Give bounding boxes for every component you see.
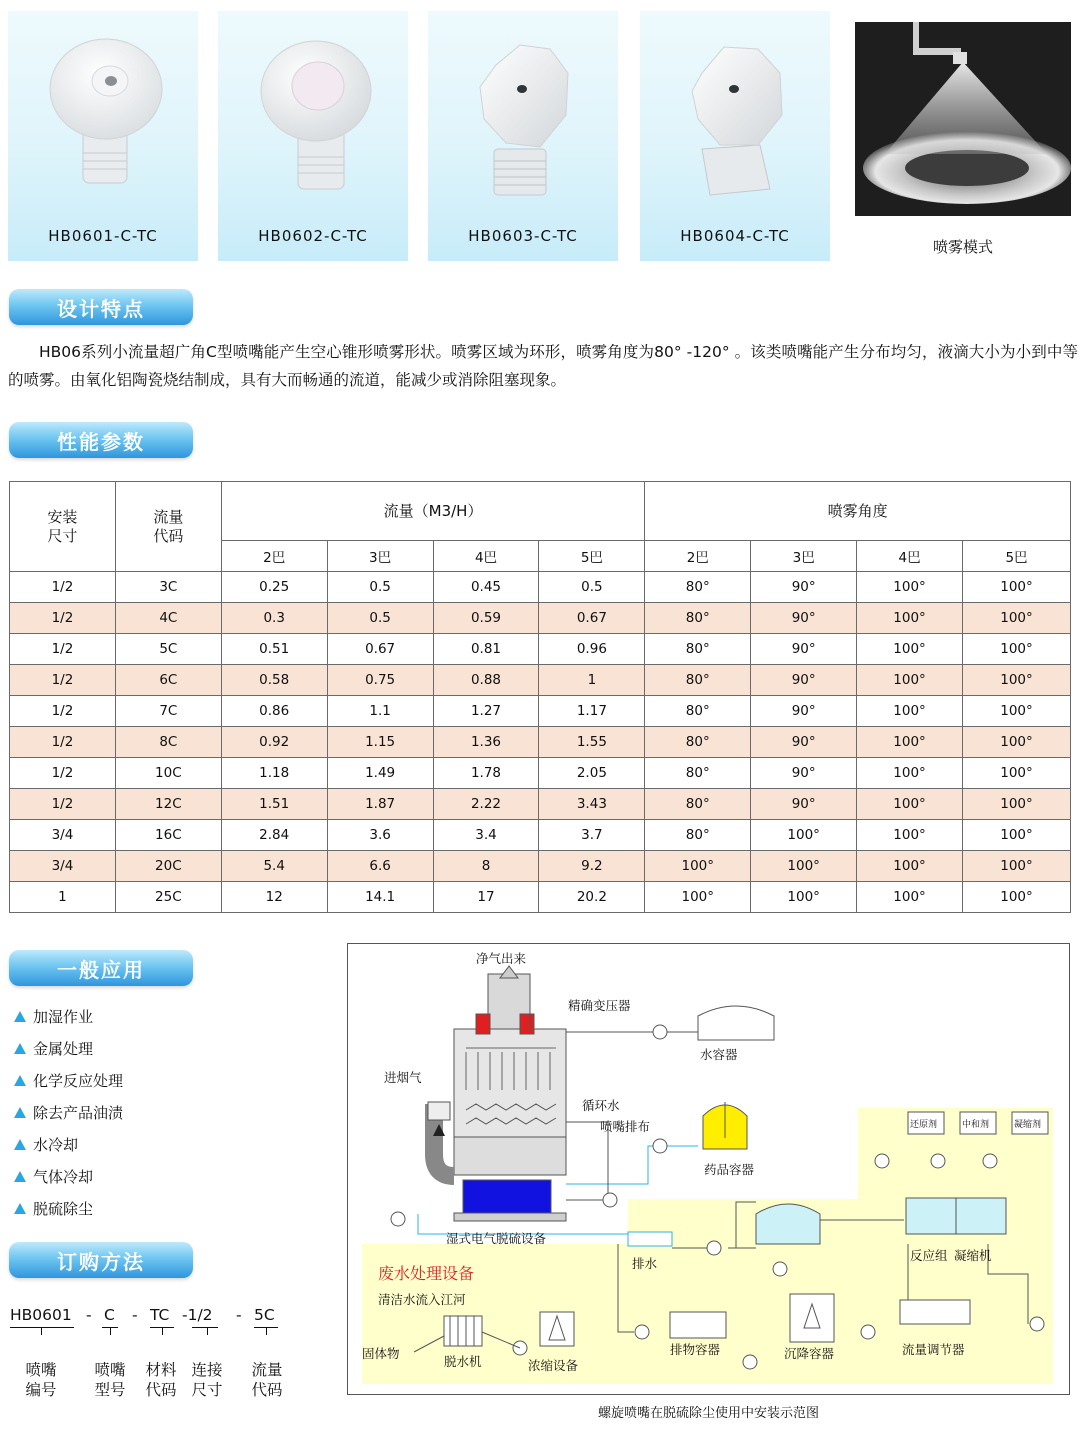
triangle-bullet-icon xyxy=(14,1139,26,1150)
size-cell: 3/4 xyxy=(10,820,116,851)
angle-cell: 100° xyxy=(857,727,963,758)
angle-cell: 80° xyxy=(645,572,751,603)
header-pressure: 3巴 xyxy=(327,541,433,572)
angle-cell: 100° xyxy=(963,882,1071,913)
spray-cone-icon xyxy=(855,22,1071,216)
angle-cell: 100° xyxy=(963,820,1071,851)
diagram-label-reaction: 反应组 xyxy=(910,1248,948,1263)
angle-cell: 90° xyxy=(751,758,857,789)
diagram-label-dewater: 脱水机 xyxy=(444,1354,482,1369)
table-row xyxy=(10,851,1071,882)
flow-cell: 0.51 xyxy=(221,634,327,665)
flow-code-cell: 16C xyxy=(115,820,221,851)
flow-cell: 20.2 xyxy=(539,882,645,913)
diagram-label-solids: 固体物 xyxy=(362,1346,400,1361)
triangle-bullet-icon xyxy=(14,1075,26,1086)
diagram-label-nozzle-array: 喷嘴排布 xyxy=(600,1119,651,1134)
product-code: HB0602-C-TC xyxy=(258,227,368,245)
table-row xyxy=(10,789,1071,820)
angle-cell: 100° xyxy=(645,851,751,882)
size-cell: 1/2 xyxy=(10,634,116,665)
order-desc-nozzle-number: 喷嘴 编号 xyxy=(25,1361,57,1399)
angle-cell: 100° xyxy=(857,634,963,665)
header-pressure: 4巴 xyxy=(857,541,963,572)
installation-diagram xyxy=(347,943,1070,1395)
order-underline xyxy=(192,1327,218,1328)
product-code: HB0604-C-TC xyxy=(680,227,790,245)
size-cell: 1/2 xyxy=(10,572,116,603)
flow-cell: 1.15 xyxy=(327,727,433,758)
flow-cell: 0.5 xyxy=(327,603,433,634)
angle-cell: 80° xyxy=(645,820,751,851)
order-part-flow: 5C xyxy=(254,1306,275,1324)
size-cell: 3/4 xyxy=(10,851,116,882)
size-cell: 1/2 xyxy=(10,758,116,789)
product-code: HB0601-C-TC xyxy=(48,227,158,245)
product-card-hb0602 xyxy=(218,11,408,261)
angle-cell: 100° xyxy=(963,696,1071,727)
flow-cell: 5.4 xyxy=(221,851,327,882)
size-cell: 1/2 xyxy=(10,696,116,727)
application-label: 化学反应处理 xyxy=(33,1071,124,1090)
flow-cell: 3.6 xyxy=(327,820,433,851)
header-pressure: 4巴 xyxy=(433,541,539,572)
flow-cell: 1.36 xyxy=(433,727,539,758)
angle-cell: 100° xyxy=(963,665,1071,696)
table-row xyxy=(10,634,1071,665)
flow-cell: 1.49 xyxy=(327,758,433,789)
table-row xyxy=(10,665,1071,696)
angle-cell: 100° xyxy=(963,789,1071,820)
angle-cell: 100° xyxy=(857,572,963,603)
order-desc-material: 材料 代码 xyxy=(145,1361,177,1399)
flow-code-cell: 6C xyxy=(115,665,221,696)
angle-cell: 100° xyxy=(857,758,963,789)
performance-table xyxy=(9,481,1071,913)
order-part-material: TC xyxy=(150,1306,170,1324)
flow-cell: 0.5 xyxy=(539,572,645,603)
angle-cell: 100° xyxy=(857,851,963,882)
triangle-bullet-icon xyxy=(14,1107,26,1118)
diagram-label-transformer: 精确变压器 xyxy=(568,998,631,1013)
triangle-bullet-icon xyxy=(14,1043,26,1054)
flow-cell: 6.6 xyxy=(327,851,433,882)
size-cell: 1 xyxy=(10,882,116,913)
flow-code-cell: 7C xyxy=(115,696,221,727)
angle-cell: 90° xyxy=(751,727,857,758)
angle-cell: 90° xyxy=(751,603,857,634)
order-part-nozzle-number: HB0601 xyxy=(10,1306,72,1324)
application-label: 除去产品油渍 xyxy=(33,1103,124,1122)
angle-cell: 100° xyxy=(963,851,1071,882)
diagram-label-wet-esp: 湿式电气脱硫设备 xyxy=(446,1231,547,1246)
diagram-label-flow-reg: 流量调节器 xyxy=(902,1342,965,1357)
flow-cell: 2.84 xyxy=(221,820,327,851)
order-desc-flow: 流量 代码 xyxy=(251,1361,283,1399)
flow-cell: 14.1 xyxy=(327,882,433,913)
angle-cell: 100° xyxy=(857,789,963,820)
flow-cell: 0.75 xyxy=(327,665,433,696)
diagram-label-settling: 沉降容器 xyxy=(784,1346,835,1361)
angle-cell: 100° xyxy=(857,882,963,913)
flow-code-cell: 4C xyxy=(115,603,221,634)
header-flow-group: 流量（M3/H） xyxy=(221,482,645,541)
order-tick xyxy=(41,1327,42,1335)
flow-cell: 0.67 xyxy=(539,603,645,634)
order-tick xyxy=(266,1327,267,1335)
order-tick xyxy=(110,1327,111,1335)
table-row xyxy=(10,758,1071,789)
flow-code-cell: 25C xyxy=(115,882,221,913)
section-banner-ordering: 订购方法 xyxy=(9,1242,193,1278)
diagram-label-drain: 排水 xyxy=(632,1256,658,1271)
order-separator: - xyxy=(236,1306,242,1324)
list-item xyxy=(14,1128,123,1160)
header-install-size: 安装 尺寸 xyxy=(10,482,116,572)
header-pressure: 5巴 xyxy=(963,541,1071,572)
flow-cell: 0.86 xyxy=(221,696,327,727)
list-item xyxy=(14,1096,123,1128)
size-cell: 1/2 xyxy=(10,789,116,820)
diagram-label-neutralizer: 中和剂 xyxy=(962,1120,990,1130)
flow-cell: 1.78 xyxy=(433,758,539,789)
diagram-label-discharge: 排物容器 xyxy=(670,1342,721,1357)
angle-cell: 100° xyxy=(963,572,1071,603)
list-item xyxy=(14,1032,123,1064)
header-pressure: 5巴 xyxy=(539,541,645,572)
flow-cell: 0.88 xyxy=(433,665,539,696)
flow-cell: 0.96 xyxy=(539,634,645,665)
flow-cell: 1.1 xyxy=(327,696,433,727)
round-nozzle-icon xyxy=(8,11,198,221)
table-row xyxy=(10,820,1071,851)
header-flow-code: 流量 代码 xyxy=(115,482,221,572)
angle-cell: 80° xyxy=(645,665,751,696)
section-banner-design: 设计特点 xyxy=(9,289,193,325)
diagram-label-condenser: 凝缩机 xyxy=(954,1248,992,1263)
flow-cell: 1 xyxy=(539,665,645,696)
order-desc-type: 喷嘴 型号 xyxy=(94,1361,126,1399)
angle-cell: 90° xyxy=(751,789,857,820)
flow-cell: 0.59 xyxy=(433,603,539,634)
flow-cell: 1.87 xyxy=(327,789,433,820)
application-label: 金属处理 xyxy=(33,1039,94,1058)
application-label: 气体冷却 xyxy=(33,1167,94,1186)
diagram-label-wastewater: 废水处理设备 xyxy=(378,1264,475,1283)
size-cell: 1/2 xyxy=(10,665,116,696)
section-banner-applications: 一般应用 xyxy=(9,950,193,986)
diagram-label-thickener: 浓缩设备 xyxy=(528,1358,579,1373)
triangle-bullet-icon xyxy=(14,1011,26,1022)
angle-cell: 80° xyxy=(645,758,751,789)
list-item xyxy=(14,1064,123,1096)
angle-cell: 90° xyxy=(751,572,857,603)
triangle-bullet-icon xyxy=(14,1203,26,1214)
flow-code-cell: 10C xyxy=(115,758,221,789)
order-separator: - xyxy=(86,1306,92,1324)
header-angle-group: 喷雾角度 xyxy=(645,482,1071,541)
angle-cell: 100° xyxy=(963,634,1071,665)
flow-cell: 2.05 xyxy=(539,758,645,789)
angle-cell: 100° xyxy=(645,882,751,913)
application-label: 加湿作业 xyxy=(33,1007,94,1026)
flow-code-cell: 3C xyxy=(115,572,221,603)
diagram-label-water-tank: 水容器 xyxy=(700,1047,738,1062)
flow-cell: 0.58 xyxy=(221,665,327,696)
diagram-label-flue-in: 进烟气 xyxy=(384,1070,422,1085)
product-card-hb0604 xyxy=(640,11,830,261)
angle-cell: 100° xyxy=(857,603,963,634)
flow-cell: 1.27 xyxy=(433,696,539,727)
order-part-connection: -1/2 xyxy=(182,1306,213,1324)
angle-cell: 90° xyxy=(751,634,857,665)
flow-cell: 8 xyxy=(433,851,539,882)
flow-cell: 3.4 xyxy=(433,820,539,851)
header-pressure: 2巴 xyxy=(221,541,327,572)
flow-cell: 1.17 xyxy=(539,696,645,727)
flow-cell: 0.67 xyxy=(327,634,433,665)
flow-cell: 0.92 xyxy=(221,727,327,758)
flow-cell: 1.55 xyxy=(539,727,645,758)
angle-cell: 80° xyxy=(645,696,751,727)
diagram-label-circulating: 循环水 xyxy=(582,1098,620,1113)
flow-cell: 0.5 xyxy=(327,572,433,603)
application-list xyxy=(14,1000,123,1224)
spray-pattern-photo xyxy=(855,22,1071,216)
flow-code-cell: 5C xyxy=(115,634,221,665)
diagram-label-clean-water: 清洁水流入江河 xyxy=(378,1292,466,1307)
angle-cell: 100° xyxy=(857,665,963,696)
angle-cell: 80° xyxy=(645,727,751,758)
diagram-label-clean-gas: 净气出来 xyxy=(476,951,527,966)
table-row xyxy=(10,882,1071,913)
order-part-type: C xyxy=(104,1306,115,1324)
angle-cell: 100° xyxy=(963,603,1071,634)
product-card-hb0603 xyxy=(428,11,618,261)
order-desc-connection: 连接 尺寸 xyxy=(191,1361,223,1399)
diagram-caption: 螺旋喷嘴在脱硫除尘使用中安装示范图 xyxy=(597,1406,819,1421)
spray-caption: 喷雾模式 xyxy=(932,238,993,256)
product-card-hb0601 xyxy=(8,11,198,261)
angle-cell: 100° xyxy=(751,882,857,913)
table-row xyxy=(10,696,1071,727)
hex-nozzle-icon xyxy=(640,11,830,221)
header-pressure: 2巴 xyxy=(645,541,751,572)
round-nozzle-icon xyxy=(218,11,408,221)
flow-cell: 0.45 xyxy=(433,572,539,603)
table-row xyxy=(10,603,1071,634)
table-row xyxy=(10,572,1071,603)
size-cell: 1/2 xyxy=(10,727,116,758)
design-description: HB06系列小流量超广角C型喷嘴能产生空心锥形喷雾形状。喷雾区域为环形，喷雾角度为80° -120° 。该类喷嘴能产生分布均匀，液滴大小为小到中等的喷雾。由氧化铝陶瓷烧结制成，具有大而畅通的流道，能减少或消除阻塞现象。 xyxy=(8,343,1078,389)
angle-cell: 80° xyxy=(645,603,751,634)
angle-cell: 100° xyxy=(857,696,963,727)
diagram-label-coagulant: 凝缩剂 xyxy=(1014,1120,1042,1130)
list-item xyxy=(14,1192,123,1224)
flow-cell: 2.22 xyxy=(433,789,539,820)
application-label: 脱硫除尘 xyxy=(33,1199,94,1218)
flow-cell: 0.25 xyxy=(221,572,327,603)
header-pressure: 3巴 xyxy=(751,541,857,572)
flow-cell: 1.18 xyxy=(221,758,327,789)
angle-cell: 90° xyxy=(751,665,857,696)
size-cell: 1/2 xyxy=(10,603,116,634)
angle-cell: 100° xyxy=(963,758,1071,789)
application-label: 水冷却 xyxy=(33,1135,79,1154)
flow-code-cell: 12C xyxy=(115,789,221,820)
diagram-label-chem-tank: 药品容器 xyxy=(704,1162,755,1177)
flow-cell: 17 xyxy=(433,882,539,913)
flow-code-cell: 8C xyxy=(115,727,221,758)
order-tick xyxy=(162,1327,163,1335)
flow-code-cell: 20C xyxy=(115,851,221,882)
list-item xyxy=(14,1160,123,1192)
flow-cell: 12 xyxy=(221,882,327,913)
diagram-label-reducer: 还原剂 xyxy=(910,1120,938,1130)
order-separator: - xyxy=(132,1306,138,1324)
order-tick xyxy=(207,1327,208,1335)
flow-cell: 9.2 xyxy=(539,851,645,882)
angle-cell: 100° xyxy=(751,820,857,851)
flow-cell: 1.51 xyxy=(221,789,327,820)
angle-cell: 100° xyxy=(963,727,1071,758)
hex-nozzle-icon xyxy=(428,11,618,221)
product-code: HB0603-C-TC xyxy=(468,227,578,245)
triangle-bullet-icon xyxy=(14,1171,26,1182)
performance-table-body xyxy=(10,572,1071,913)
angle-cell: 80° xyxy=(645,634,751,665)
angle-cell: 80° xyxy=(645,789,751,820)
angle-cell: 100° xyxy=(751,851,857,882)
flow-cell: 3.7 xyxy=(539,820,645,851)
angle-cell: 100° xyxy=(857,820,963,851)
flow-cell: 0.81 xyxy=(433,634,539,665)
angle-cell: 90° xyxy=(751,696,857,727)
flow-cell: 3.43 xyxy=(539,789,645,820)
order-underline xyxy=(10,1327,74,1328)
section-banner-performance: 性能参数 xyxy=(9,422,193,458)
table-row xyxy=(10,727,1071,758)
list-item xyxy=(14,1000,123,1032)
flow-cell: 0.3 xyxy=(221,603,327,634)
